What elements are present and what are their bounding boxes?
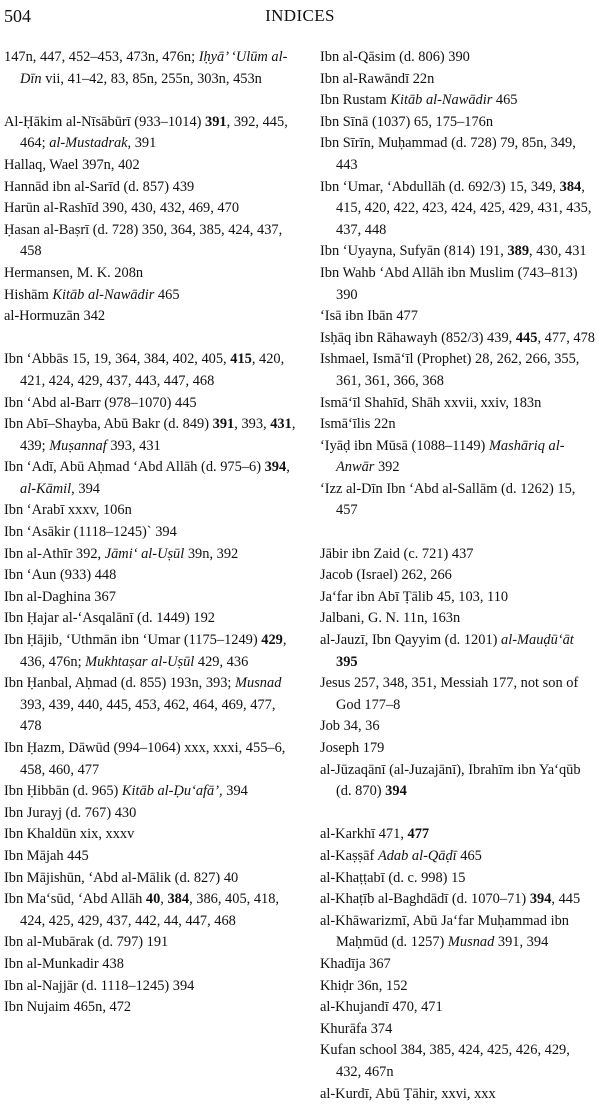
entry-text: Ja‘far ibn Abī Ṭālib 45, 103, 110 [320,589,508,605]
bold-page-ref: 391 [205,114,227,130]
entry-text: 465 [492,92,517,108]
italic-title: Jāmi‘ al-Uṣūl [105,546,185,562]
entry-text: ‘Iyāḍ ibn Mūsā (1088–1149) [320,438,489,454]
italic-title: Musnad [235,675,281,691]
index-entry [320,608,598,630]
italic-title: al-Mauḍū‘āt [501,632,574,648]
index-entry [320,263,598,306]
index-entry [320,1019,598,1041]
index-entry [320,47,598,69]
entry-text: 147n, 447, 452–453, 473n, 476n; [4,49,199,65]
index-entry [320,306,598,328]
letter-group-gap [320,522,598,544]
index-entry [4,889,300,932]
index-entry [320,479,598,522]
index-entry [320,868,598,890]
index-entry [4,393,300,415]
entry-text: Ibn Mājishūn, ‘Abd al-Mālik (d. 827) 40 [4,870,238,886]
entry-text: Jesus 257, 348, 351, Messiah 177, not son of God 177–8 [320,675,578,713]
index-entry [320,587,598,609]
entry-text: Ibn al-Athīr 392, [4,546,105,562]
index-entry [320,889,598,911]
index-entry [4,803,300,825]
entry-text: Ibn Mājah 445 [4,848,89,864]
index-column-right [320,47,598,1105]
index-entry [4,846,300,868]
bold-page-ref: 395 [336,654,358,670]
index-entry [4,112,300,155]
entry-text: Hermansen, M. K. 208n [4,265,143,281]
entry-text: Ibn ‘Adī, Abū Aḥmad ‘Abd Allāh (d. 975–6) [4,459,265,475]
bold-page-ref: 389 [507,243,529,259]
entry-text: Joseph 179 [320,740,384,756]
index-entry [4,285,300,307]
entry-text: Jalbani, G. N. 11n, 163n [320,610,460,626]
entry-text: Harūn al-Rashīd 390, 430, 432, 469, 470 [4,200,239,216]
index-entry [4,932,300,954]
index-entry [320,349,598,392]
page-number: 504 [4,6,31,27]
index-entry [320,90,598,112]
entry-text: , 391 [128,135,157,151]
entry-text: Ibn Ma‘sūd, ‘Abd Allāh [4,891,146,907]
index-entry [320,436,598,479]
entry-text: Ibn al-Najjār (d. 1118–1245) 394 [4,978,194,994]
entry-text: Kufan school 384, 385, 424, 425, 426, 429, 432, 467n [320,1042,570,1080]
entry-text: Ibn Ḥajar al-‘Asqalānī (d. 1449) 192 [4,610,215,626]
index-entry [320,393,598,415]
entry-text: Ibn ‘Asākir (1118–1245)` 394 [4,524,177,540]
index-entry [320,414,598,436]
entry-text: al-Kaṣṣāf [320,848,378,864]
bold-page-ref: 394 [265,459,287,475]
index-entry [4,630,300,673]
entry-text: 391, 394 [494,934,548,950]
bold-page-ref: 429 [261,632,283,648]
entry-text: al-Khujandī 470, 471 [320,999,443,1015]
bold-page-ref: 477 [408,826,430,842]
index-entry [320,997,598,1019]
entry-text: Ibn Nujaim 465n, 472 [4,999,131,1015]
index-entry [320,544,598,566]
letter-group-gap [4,90,300,112]
bold-page-ref: 415 [230,351,252,367]
index-entry [320,846,598,868]
entry-text: Ibn ‘Arabī xxxv, 106n [4,502,132,518]
entry-text: al-Kurdī, Abū Ṭāhir, xxvi, xxx [320,1086,496,1102]
entry-text: Al-Ḥākim al-Nīsābūrī (933–1014) [4,114,205,130]
index-column-left [4,47,300,1019]
index-entry [4,522,300,544]
italic-title: Kitāb al-Nawādir [390,92,492,108]
index-entry [4,544,300,566]
italic-title: al-Mustadrak [49,135,127,151]
index-entry [320,824,598,846]
entry-text: vii, 41–42, 83, 85n, 255n, 303n, 453n [42,71,262,87]
index-entry [4,824,300,846]
entry-text: al-Khāwarizmī, Abū Ja‘far Muḥammad ibn Maḥmūd (d. 1257) [320,913,569,951]
index-entry [4,565,300,587]
index-entry [4,457,300,500]
italic-title: Mukhtaṣar al-Uṣūl [85,654,194,670]
italic-title: Kitāb al-Nawādir [52,287,154,303]
entry-text: al-Hormuzān 342 [4,308,105,324]
index-entry [320,911,598,954]
entry-text: al-Karkhī 471, [320,826,408,842]
entry-text: 429, 436 [194,654,248,670]
index-entry [4,500,300,522]
index-entry [4,155,300,177]
index-entry [320,673,598,716]
entry-text: Ibn ‘Abbās 15, 19, 364, 384, 402, 405, [4,351,230,367]
entry-text: Jacob (Israel) 262, 266 [320,567,452,583]
index-entry [4,954,300,976]
entry-text: 393, 439, 440, 445, 453, 462, 464, 469, 477, 478 [20,697,275,735]
index-entry [320,241,598,263]
entry-text: Khurāfa 374 [320,1021,392,1037]
italic-title: al-Kāmil [20,481,71,497]
entry-text: 39n, 392 [184,546,238,562]
index-entry [4,976,300,998]
entry-text: Isḥāq ibn Rāhawayh (852/3) 439, [320,330,516,346]
entry-text: Ibn al-Qāsim (d. 806) 390 [320,49,470,65]
italic-title: Musnad [448,934,494,950]
bold-page-ref: 40 [146,891,160,907]
entry-text: , 477, 478 [537,330,595,346]
index-entry [4,997,300,1019]
italic-title: Mashāriq al-Anwār [336,438,565,476]
index-entry [320,630,598,673]
index-entry [320,954,598,976]
index-entry [320,760,598,803]
entry-text: Ibn Ḥazm, Dāwūd (994–1064) xxx, xxxi, 455–6, 458, 460, 477 [4,740,285,778]
index-entry [4,781,300,803]
bold-page-ref: 391 [213,416,235,432]
index-entry [320,133,598,176]
entry-text: Hannād ibn al-Sarīd (d. 857) 439 [4,179,194,195]
index-entry [4,263,300,285]
entry-text: Ibn ‘Aun (933) 448 [4,567,116,583]
italic-title: Adab al-Qāḍī [378,848,457,864]
entry-text: Ibn ‘Uyayna, Sufyān (814) 191, [320,243,507,259]
index-entry [320,1084,598,1105]
entry-text: Ibn Jurayj (d. 767) 430 [4,805,136,821]
entry-text: , 420, 421, 424, 429, 437, 443, 447, 468 [20,351,284,389]
entry-text: Ibn Khaldūn xix, xxxv [4,826,134,842]
entry-text: 465 [457,848,482,864]
index-entry [4,177,300,199]
entry-text: , 392, 445, 464; [20,114,288,152]
entry-text: al-Khaṭṭabī (d. c. 998) 15 [320,870,465,886]
index-entry [4,608,300,630]
italic-title: Iḥyā’ ‘Ulūm al-Dīn [20,49,287,87]
entry-text: al-Jauzī, Ibn Qayyim (d. 1201) [320,632,501,648]
entry-text: Ibn al-Daghina 367 [4,589,116,605]
entry-text: , [286,459,290,475]
bold-page-ref: 384 [167,891,189,907]
entry-text: 465 [154,287,179,303]
bold-page-ref: 445 [516,330,538,346]
entry-text: Ibn Ḥibbān (d. 965) [4,783,122,799]
index-entry [4,738,300,781]
entry-text: , [160,891,167,907]
index-entry [4,868,300,890]
bold-page-ref: 394 [530,891,552,907]
entry-text: Hishām [4,287,52,303]
entry-text: Khiḍr 36n, 152 [320,978,408,994]
entry-text: , 436, 476n; [20,632,286,670]
entry-text: Ibn ‘Abd al-Barr (978–1070) 445 [4,395,197,411]
letter-group-gap [4,328,300,350]
entry-text: , 386, 405, 418, 424, 425, 429, 437, 442, 44, 447, 468 [20,891,279,929]
running-head: INDICES [0,6,600,26]
entry-text: Ḥasan al-Baṣrī (d. 728) 350, 364, 385, 424, 437, 458 [4,222,282,260]
bold-page-ref: 384 [560,179,582,195]
index-entry [4,414,300,457]
index-entry [320,738,598,760]
index-entry [320,1040,598,1083]
index-entry [320,565,598,587]
entry-text: Jābir ibn Zaid (c. 721) 437 [320,546,473,562]
entry-text: Hallaq, Wael 397n, 402 [4,157,140,173]
bold-page-ref: 394 [385,783,407,799]
index-entry [320,716,598,738]
entry-text: ‘Izz al-Dīn Ibn ‘Abd al-Sallām (d. 1262) 15, 457 [320,481,575,519]
entry-text: Ismā‘īlis 22n [320,416,396,432]
index-entry [4,47,300,90]
page-header [0,0,600,30]
index-entry [4,349,300,392]
index-entry [4,587,300,609]
entry-text: 392 [374,459,399,475]
entry-text: , 445 [551,891,580,907]
index-entry [320,69,598,91]
entry-text: , 415, 420, 422, 423, 424, 425, 429, 431, 435, 437, 448 [336,179,591,238]
index-entry [320,328,598,350]
entry-text: Ibn ‘Umar, ‘Abdullāh (d. 692/3) 15, 349, [320,179,560,195]
index-entry [320,976,598,998]
entry-text: , 393, [234,416,270,432]
index-entry [320,112,598,134]
italic-title: Kitāb al-Ḍu‘afā’ [122,783,219,799]
entry-text: Ibn Abī–Shayba, Abū Bakr (d. 849) [4,416,213,432]
entry-text: 393, 431 [107,438,161,454]
entry-text: al-Jūzaqānī (al-Juzajānī), Ibrahīm ibn Ya‘qūb (d. 870) [320,762,581,800]
entry-text: , 394 [219,783,248,799]
index-entry [4,198,300,220]
entry-text: Ibn Sīnā (1037) 65, 175–176n [320,114,493,130]
bold-page-ref: 431 [270,416,292,432]
index-entry [320,177,598,242]
letter-group-gap [320,803,598,825]
entry-text: Ismā‘īl Shahīd, Shāh xxvii, xxiv, 183n [320,395,541,411]
entry-text: Ibn Rustam [320,92,390,108]
entry-text: , 439; [20,416,295,454]
italic-title: Muṣannaf [49,438,107,454]
entry-text: Ibn al-Mubārak (d. 797) 191 [4,934,168,950]
entry-text: Ibn Ḥanbal, Aḥmad (d. 855) 193n, 393; [4,675,235,691]
entry-text: Ibn al-Munkadir 438 [4,956,124,972]
entry-text: , 394 [71,481,100,497]
entry-text: Ibn Ḥājib, ‘Uthmān ibn ‘Umar (1175–1249) [4,632,261,648]
index-entry [4,220,300,263]
entry-text: al-Khaṭīb al-Baghdādī (d. 1070–71) [320,891,530,907]
entry-text: Ibn al-Rawāndī 22n [320,71,434,87]
entry-text: Job 34, 36 [320,718,380,734]
index-entry [4,306,300,328]
entry-text: Ishmael, Ismā‘īl (Prophet) 28, 262, 266, 355, 361, 361, 366, 368 [320,351,579,389]
entry-text: ‘Isā ibn Ibān 477 [320,308,418,324]
index-entry [4,673,300,738]
entry-text: , 430, 431 [529,243,587,259]
entry-text: Ibn Sīrīn, Muḥammad (d. 728) 79, 85n, 349, 443 [320,135,576,173]
entry-text: Ibn Wahb ‘Abd Allāh ibn Muslim (743–813) 390 [320,265,578,303]
entry-text: Khadīja 367 [320,956,391,972]
